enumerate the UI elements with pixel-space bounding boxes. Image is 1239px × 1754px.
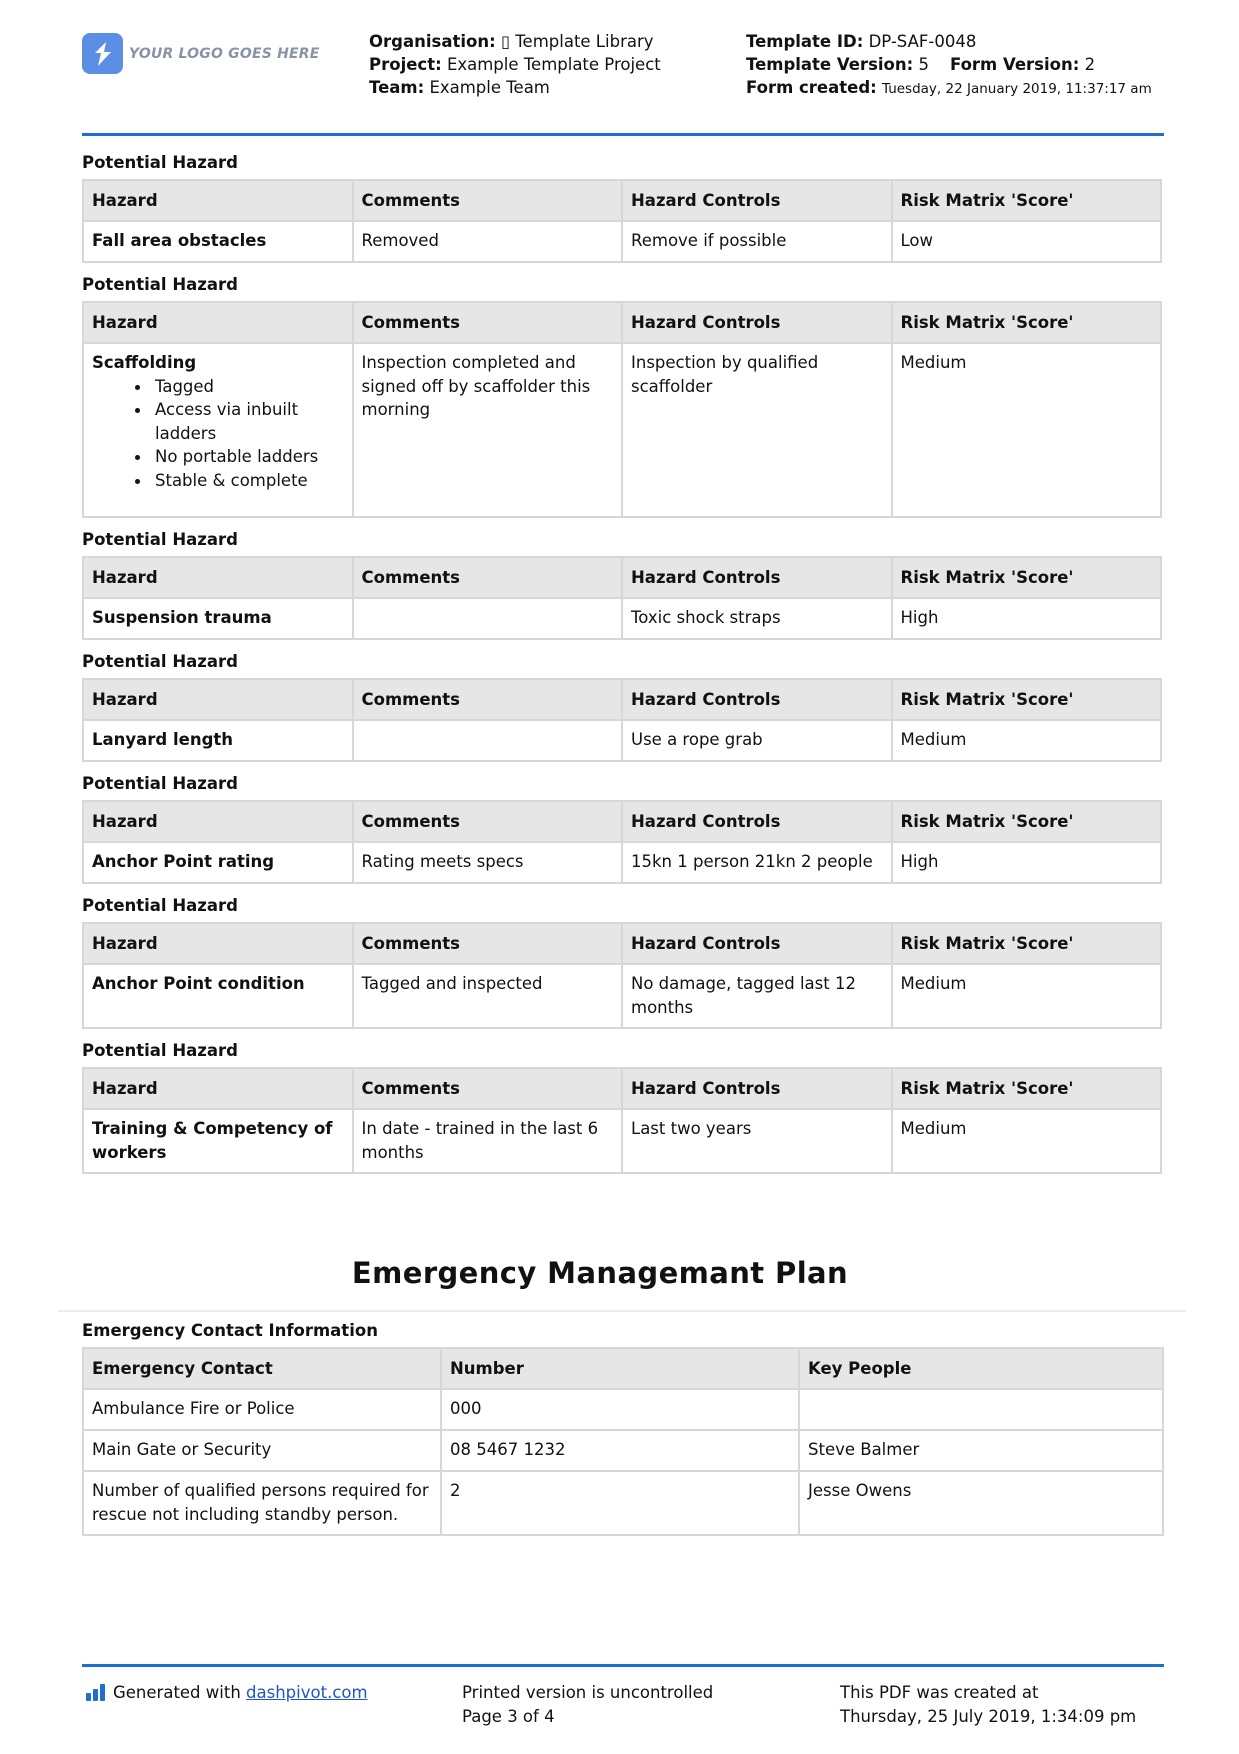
hazard-table	[82, 179, 1162, 263]
table-row	[83, 343, 1161, 517]
table-row	[83, 1430, 1163, 1471]
project-value: Example Template Project	[446, 55, 661, 74]
col-comments: Comments	[353, 180, 623, 221]
divider	[58, 1310, 1186, 1312]
section-title: Potential Hazard	[82, 275, 238, 294]
footer-generated	[86, 1681, 368, 1705]
hazard-comments	[353, 720, 623, 761]
logo-text: YOUR LOGO GOES HERE	[129, 45, 320, 62]
hazard-comments: Rating meets specs	[353, 842, 623, 883]
col-comments: Comments	[353, 923, 623, 964]
col-number: Number	[441, 1348, 799, 1389]
hazard-controls: Inspection by qualified scaffolder	[622, 343, 892, 517]
template-version-value: 5	[918, 55, 929, 74]
hazard-score: Medium	[892, 343, 1162, 517]
hazard-name: Lanyard length	[83, 720, 353, 761]
list-item: Access via inbuilt ladders	[155, 398, 344, 445]
section-title: Potential Hazard	[82, 774, 238, 793]
section-title: Potential Hazard	[82, 1041, 238, 1060]
hazard-controls: Remove if possible	[622, 221, 892, 262]
logo-icon	[82, 33, 123, 74]
page-footer	[82, 1664, 1164, 1726]
col-score: Risk Matrix 'Score'	[892, 923, 1162, 964]
table-row	[83, 598, 1161, 639]
section-title: Potential Hazard	[82, 896, 238, 915]
hazard-name: Anchor Point rating	[83, 842, 353, 883]
section-title: Emergency Contact Information	[82, 1321, 378, 1340]
hazard-controls: 15kn 1 person 21kn 2 people	[622, 842, 892, 883]
hazard-score: Medium	[892, 964, 1162, 1028]
table-header-row	[83, 679, 1161, 720]
col-hazard: Hazard	[83, 1068, 353, 1109]
table-header-row	[83, 1068, 1161, 1109]
col-score: Risk Matrix 'Score'	[892, 679, 1162, 720]
table-header-row	[83, 923, 1161, 964]
hazard-sections	[82, 150, 1162, 1183]
table-header-row	[83, 180, 1161, 221]
dashpivot-bars-icon	[86, 1684, 105, 1701]
team-label: Team:	[369, 78, 425, 97]
hazard-name: Suspension trauma	[83, 598, 353, 639]
col-comments: Comments	[353, 302, 623, 343]
table-row	[83, 720, 1161, 761]
col-controls: Hazard Controls	[622, 801, 892, 842]
table-row	[83, 1389, 1163, 1430]
header-organisation-info	[369, 30, 661, 99]
hazard-score: High	[892, 598, 1162, 639]
table-header-row	[83, 302, 1161, 343]
organisation-label: Organisation:	[369, 32, 496, 51]
col-score: Risk Matrix 'Score'	[892, 302, 1162, 343]
form-version-value: 2	[1084, 55, 1096, 74]
hazard-name: Training & Competency of workers	[83, 1109, 353, 1173]
uncontrolled-text: Printed version is uncontrolled	[462, 1683, 714, 1702]
col-hazard: Hazard	[83, 557, 353, 598]
number-cell: 000	[441, 1389, 799, 1430]
table-row	[83, 1109, 1161, 1173]
col-comments: Comments	[353, 1068, 623, 1109]
col-key-people: Key People	[799, 1348, 1163, 1389]
col-emergency-contact: Emergency Contact	[83, 1348, 441, 1389]
header-template-info	[746, 30, 1166, 101]
col-score: Risk Matrix 'Score'	[892, 180, 1162, 221]
hazard-controls: Last two years	[622, 1109, 892, 1173]
col-comments: Comments	[353, 557, 623, 598]
col-comments: Comments	[353, 679, 623, 720]
hazard-score: High	[892, 842, 1162, 883]
list-item: No portable ladders	[155, 445, 344, 469]
hazard-controls: No damage, tagged last 12 months	[622, 964, 892, 1028]
col-controls: Hazard Controls	[622, 180, 892, 221]
hazard-name: Scaffolding	[92, 353, 197, 372]
table-row	[83, 221, 1161, 262]
hazard-comments	[353, 598, 623, 639]
hazard-controls: Use a rope grab	[622, 720, 892, 761]
project-label: Project:	[369, 55, 442, 74]
key-people-cell	[799, 1389, 1163, 1430]
template-id-label: Template ID:	[746, 32, 864, 51]
emergency-contact-table	[82, 1347, 1164, 1536]
col-hazard: Hazard	[83, 302, 353, 343]
team-value: Example Team	[429, 78, 550, 97]
hazard-table	[82, 1067, 1162, 1174]
col-controls: Hazard Controls	[622, 1068, 892, 1109]
number-cell: 08 5467 1232	[441, 1430, 799, 1471]
col-hazard: Hazard	[83, 923, 353, 964]
table-row	[83, 964, 1161, 1028]
template-version-label: Template Version:	[746, 55, 914, 74]
created-at-value: Thursday, 25 July 2019, 1:34:09 pm	[840, 1706, 1137, 1726]
col-score: Risk Matrix 'Score'	[892, 1068, 1162, 1109]
hazard-name: Fall area obstacles	[83, 221, 353, 262]
hazard-table	[82, 678, 1162, 762]
number-cell: 2	[441, 1471, 799, 1535]
list-item: Tagged	[155, 375, 344, 399]
plan-title: Emergency Managemant Plan	[351, 1256, 849, 1290]
hazard-comments: Tagged and inspected	[353, 964, 623, 1028]
table-header-row	[83, 1348, 1163, 1389]
col-hazard: Hazard	[83, 180, 353, 221]
footer-control-info	[462, 1681, 713, 1728]
hazard-controls: Toxic shock straps	[622, 598, 892, 639]
form-version-label: Form Version:	[949, 55, 1080, 74]
col-controls: Hazard Controls	[622, 679, 892, 720]
col-controls: Hazard Controls	[622, 923, 892, 964]
hazard-table	[82, 556, 1162, 640]
contact-cell: Main Gate or Security	[83, 1430, 441, 1471]
dashpivot-link[interactable]: dashpivot.com	[246, 1683, 368, 1702]
col-hazard: Hazard	[83, 679, 353, 720]
hazard-comments: Removed	[353, 221, 623, 262]
footer-created-info	[840, 1681, 1136, 1728]
page-number: Page 3 of 4	[462, 1706, 555, 1726]
hazard-name-cell	[83, 343, 353, 517]
hazard-comments: In date - trained in the last 6 months	[353, 1109, 623, 1173]
organisation-value: ▯ Template Library	[500, 32, 654, 51]
table-row	[83, 1471, 1163, 1535]
col-controls: Hazard Controls	[622, 557, 892, 598]
col-hazard: Hazard	[83, 801, 353, 842]
col-comments: Comments	[353, 801, 623, 842]
page-header	[82, 28, 1164, 136]
hazard-score: Medium	[892, 1109, 1162, 1173]
created-at-label: This PDF was created at	[840, 1683, 1039, 1702]
list-item: Stable & complete	[155, 469, 344, 493]
hazard-table	[82, 800, 1162, 884]
table-row	[83, 842, 1161, 883]
hazard-bullet-list	[92, 375, 344, 493]
contact-cell: Ambulance Fire or Police	[83, 1389, 441, 1430]
form-created-label: Form created:	[746, 78, 877, 97]
section-title: Potential Hazard	[82, 530, 238, 549]
col-controls: Hazard Controls	[622, 302, 892, 343]
hazard-score: Low	[892, 221, 1162, 262]
hazard-table	[82, 922, 1162, 1029]
generated-with-text: Generated with	[113, 1683, 241, 1702]
contact-cell: Number of qualified persons required for rescue not including standby person.	[83, 1471, 441, 1535]
form-created-value: Tuesday, 22 January 2019, 11:37:17 am	[882, 81, 1152, 97]
template-id-value: DP-SAF-0048	[868, 32, 977, 51]
hazard-score: Medium	[892, 720, 1162, 761]
col-score: Risk Matrix 'Score'	[892, 801, 1162, 842]
hazard-name: Anchor Point condition	[83, 964, 353, 1028]
logo	[82, 33, 320, 74]
table-header-row	[83, 801, 1161, 842]
section-title: Potential Hazard	[82, 153, 238, 172]
section-title: Potential Hazard	[82, 652, 238, 671]
table-header-row	[83, 557, 1161, 598]
col-score: Risk Matrix 'Score'	[892, 557, 1162, 598]
emergency-contact-section	[82, 1318, 1162, 1536]
hazard-table	[82, 301, 1162, 518]
hazard-comments: Inspection completed and signed off by scaffolder this morning	[353, 343, 623, 517]
key-people-cell: Jesse Owens	[799, 1471, 1163, 1535]
key-people-cell: Steve Balmer	[799, 1430, 1163, 1471]
